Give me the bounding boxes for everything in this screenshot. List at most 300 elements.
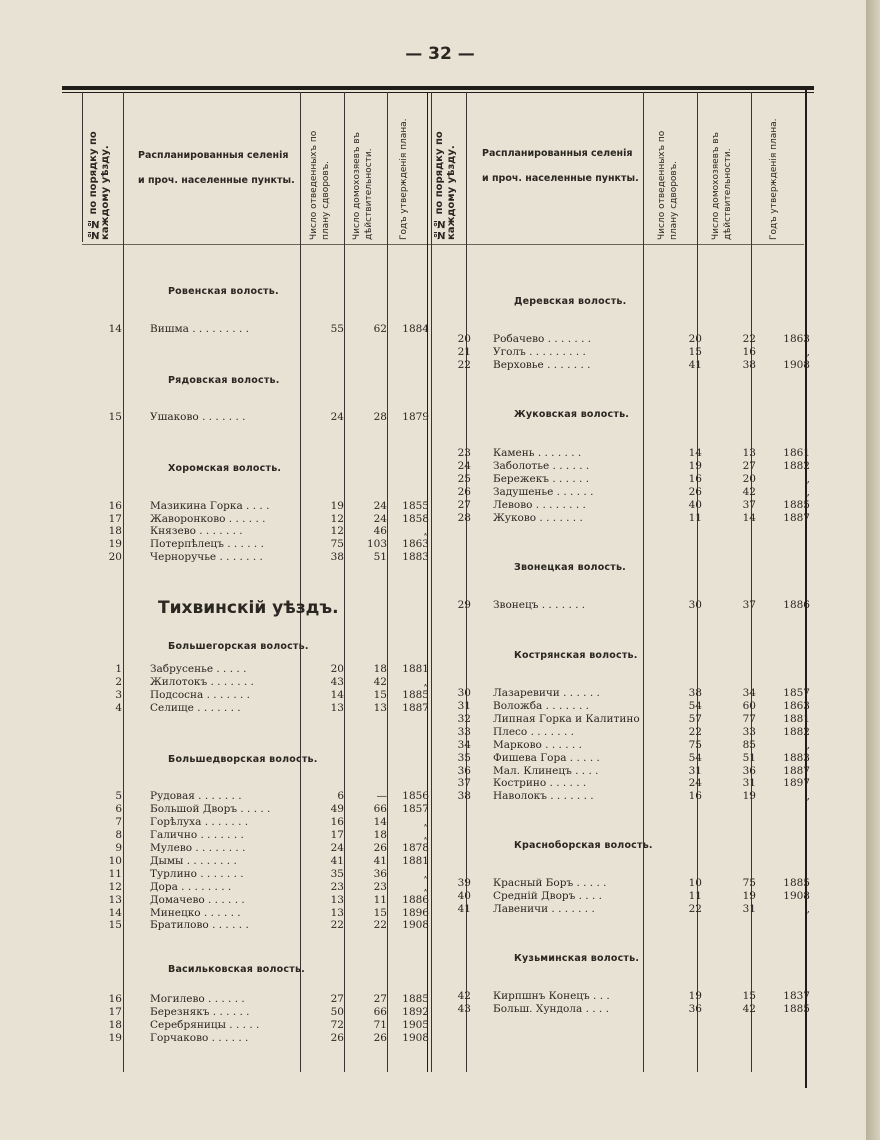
table-row [0, 1019, 880, 1032]
settlement-name: Дымы . . . . . . . . [150, 855, 237, 867]
row-number: 2 [115, 676, 122, 688]
table-row [0, 525, 880, 538]
plan-year: 1885 [402, 993, 429, 1005]
plan-year: „ [423, 868, 429, 880]
households-count: 31 [742, 777, 756, 789]
top-rule-thin [62, 92, 814, 93]
volost-heading: Большегорская волость. [168, 641, 309, 652]
row-number: 27 [457, 499, 471, 511]
plots-count: 24 [330, 411, 344, 423]
households-count: 19 [742, 890, 756, 902]
households-count: 66 [373, 1006, 387, 1018]
settlement-name: Лазаревичи . . . . . . [493, 687, 600, 699]
households-count: 13 [742, 447, 756, 459]
plan-year: „ [804, 903, 810, 915]
settlement-name: Заболотье . . . . . . [493, 460, 590, 472]
row-number: 10 [108, 855, 122, 867]
settlement-name: Больш. Хундола . . . . [493, 1003, 609, 1015]
households-count: 66 [373, 803, 387, 815]
row-number: 28 [457, 512, 471, 524]
uezd-title: Тихвинскій уѣздъ. [158, 598, 339, 618]
row-number: 9 [115, 842, 122, 854]
households-count: 42 [742, 1003, 756, 1015]
row-number: 25 [457, 473, 471, 485]
settlement-name: Мазикина Горка . . . . [150, 500, 270, 512]
row-number: 8 [115, 829, 122, 841]
row-number: 3 [115, 689, 122, 701]
settlement-name: Большой Дворъ . . . . . [150, 803, 271, 815]
plots-count: 16 [330, 816, 344, 828]
table-row [0, 1032, 880, 1045]
page-number: — 32 — [405, 44, 475, 64]
plots-count: 6 [337, 790, 344, 802]
settlement-name: Черноручье . . . . . . . [150, 551, 263, 563]
row-number: 19 [108, 1032, 122, 1044]
plots-count: 54 [688, 752, 702, 764]
volost-heading: Деревская волость. [514, 296, 627, 307]
plan-year: 1879 [402, 411, 429, 423]
table-row [0, 687, 880, 700]
row-number: 13 [108, 894, 122, 906]
table-row [0, 460, 880, 473]
row-number: 16 [108, 993, 122, 1005]
row-number: 17 [108, 513, 122, 525]
table-row [0, 816, 880, 829]
plots-count: 31 [688, 765, 702, 777]
households-count: 22 [742, 333, 756, 345]
households-count: 26 [373, 1032, 387, 1044]
households-count: 51 [742, 752, 756, 764]
households-count: 11 [373, 894, 387, 906]
row-number: 31 [457, 700, 471, 712]
settlement-name: Князево . . . . . . . [150, 525, 243, 537]
plan-year: 1878 [402, 842, 429, 854]
plots-count: 22 [330, 919, 344, 931]
plots-count: 19 [330, 500, 344, 512]
plan-year: 1885 [402, 689, 429, 701]
settlement-name: Селище . . . . . . . [150, 702, 241, 714]
volost-heading: Рядовская волость. [168, 375, 280, 386]
households-count: 26 [373, 842, 387, 854]
plan-year: 1885 [783, 877, 810, 889]
settlement-name: Вишма . . . . . . . . . [150, 323, 249, 335]
plots-count: 75 [330, 538, 344, 550]
households-count: 15 [742, 990, 756, 1002]
table-row [0, 411, 880, 424]
table-row [0, 599, 880, 612]
settlement-name: Кирпшнъ Конецъ . . . [493, 990, 610, 1002]
plan-year: 1883 [783, 752, 810, 764]
table-row [0, 890, 880, 903]
header-year: Годъ утвержденія плана. [769, 118, 779, 240]
households-count: 16 [742, 346, 756, 358]
header-households: Число домохозяевъ въ дѣйствительности. [352, 132, 374, 240]
row-number: 36 [457, 765, 471, 777]
left-frame [82, 92, 83, 242]
plots-count: 41 [330, 855, 344, 867]
plots-count: 20 [688, 333, 702, 345]
households-count: 18 [373, 829, 387, 841]
table-row [0, 829, 880, 842]
households-count: 37 [742, 599, 756, 611]
table-row [0, 486, 880, 499]
households-count: 14 [742, 512, 756, 524]
plots-count: 26 [688, 486, 702, 498]
plots-count: 55 [330, 323, 344, 335]
settlement-name: Верховье . . . . . . . [493, 359, 591, 371]
households-count: 41 [373, 855, 387, 867]
plan-year: „ [804, 346, 810, 358]
settlement-name: Средній Дворъ . . . . [493, 890, 602, 902]
row-number: 30 [457, 687, 471, 699]
plan-year: 1886 [783, 599, 810, 611]
households-count: 28 [373, 411, 387, 423]
table-row [0, 752, 880, 765]
plan-year: 1883 [402, 551, 429, 563]
row-number: 39 [457, 877, 471, 889]
row-number: 15 [108, 411, 122, 423]
households-count: 36 [742, 765, 756, 777]
plots-count: 12 [330, 513, 344, 525]
plan-year: 1908 [402, 919, 429, 931]
table-row [0, 473, 880, 486]
households-count: 62 [373, 323, 387, 335]
plots-count: 20 [330, 663, 344, 675]
volost-heading: Ровенская волость. [168, 286, 279, 297]
households-count: 22 [373, 919, 387, 931]
plan-year: „ [804, 790, 810, 802]
plan-year: 1887 [783, 765, 810, 777]
households-count: 71 [373, 1019, 387, 1031]
plan-year: „ [804, 739, 810, 751]
row-number: 20 [457, 333, 471, 345]
settlement-name: Горѣлуха . . . . . . . [150, 816, 249, 828]
table-row [0, 842, 880, 855]
row-number: 17 [108, 1006, 122, 1018]
row-number: 1 [115, 663, 122, 675]
plan-year: 1856 [402, 790, 429, 802]
households-count: 42 [373, 676, 387, 688]
plots-count: 24 [688, 777, 702, 789]
plots-count: 19 [688, 990, 702, 1002]
plan-year: „ [423, 829, 429, 841]
row-number: 38 [457, 790, 471, 802]
households-count: 27 [373, 993, 387, 1005]
settlement-name: Галично . . . . . . . [150, 829, 244, 841]
plan-year: 1908 [783, 359, 810, 371]
plots-count: 16 [688, 790, 702, 802]
right-frame [805, 88, 807, 1088]
row-number: 18 [108, 525, 122, 537]
plots-count: 23 [330, 881, 344, 893]
settlement-name: Задушенье . . . . . . [493, 486, 594, 498]
table-row [0, 726, 880, 739]
plan-year: 1908 [783, 890, 810, 902]
plots-count: 22 [688, 903, 702, 915]
table-row [0, 1003, 880, 1016]
table-row [0, 499, 880, 512]
households-count: 13 [373, 702, 387, 714]
households-count: 34 [742, 687, 756, 699]
plots-count: 50 [330, 1006, 344, 1018]
settlement-name: Домачево . . . . . . [150, 894, 245, 906]
plots-count: 57 [688, 713, 702, 725]
plots-count: 35 [330, 868, 344, 880]
row-number: 7 [115, 816, 122, 828]
households-count: 38 [742, 359, 756, 371]
settlement-name: Турлино . . . . . . . [150, 868, 244, 880]
settlement-name: Воложба . . . . . . . [493, 700, 589, 712]
row-number: 5 [115, 790, 122, 802]
volost-heading: Жуковская волость. [514, 409, 630, 420]
settlement-name: Уголъ . . . . . . . . . [493, 346, 586, 358]
table-row [0, 803, 880, 816]
households-count: 103 [366, 538, 387, 550]
plots-count: 16 [688, 473, 702, 485]
plan-year: „ [804, 486, 810, 498]
settlement-name: Робачево . . . . . . . [493, 333, 592, 345]
row-number: 15 [108, 919, 122, 931]
households-count: 31 [742, 903, 756, 915]
table-row [0, 551, 880, 564]
plots-count: 14 [688, 447, 702, 459]
table-row [0, 512, 880, 525]
header-plots: Число отведенныхъ по плану сдворовъ. [657, 130, 679, 240]
plots-count: 41 [688, 359, 702, 371]
plan-year: „ [423, 676, 429, 688]
plan-year: 1887 [783, 512, 810, 524]
settlement-name: Подсосна . . . . . . . [150, 689, 251, 701]
table-row [0, 903, 880, 916]
plots-count: 12 [330, 525, 344, 537]
plan-year: 1885 [783, 499, 810, 511]
households-count: 27 [742, 460, 756, 472]
settlement-name: Звонецъ . . . . . . . [493, 599, 586, 611]
volost-heading: Хоромская волость. [168, 463, 282, 474]
row-number: 35 [457, 752, 471, 764]
row-number: 24 [457, 460, 471, 472]
plan-year: 1892 [402, 1006, 429, 1018]
plan-year: 1881 [783, 713, 810, 725]
plan-year: „ [423, 525, 429, 537]
row-number: 41 [457, 903, 471, 915]
households-count: 42 [742, 486, 756, 498]
row-number: 34 [457, 739, 471, 751]
header-rule [82, 244, 804, 245]
row-number: 18 [108, 1019, 122, 1031]
plan-year: 1884 [402, 323, 429, 335]
settlement-name: Ушаково . . . . . . . [150, 411, 246, 423]
table-row [0, 919, 880, 932]
settlement-name: Потерпѣлецъ . . . . . . [150, 538, 264, 550]
plots-count: 38 [330, 551, 344, 563]
settlement-name: Камень . . . . . . . [493, 447, 582, 459]
settlement-name: Левово . . . . . . . . [493, 499, 586, 511]
households-count: 20 [742, 473, 756, 485]
table-row [0, 739, 880, 752]
plots-count: 17 [330, 829, 344, 841]
settlement-name: Минецко . . . . . . [150, 907, 241, 919]
plots-count: 15 [688, 346, 702, 358]
plan-year: „ [423, 816, 429, 828]
plots-count: 14 [330, 689, 344, 701]
plan-year: 1908 [402, 1032, 429, 1044]
settlement-name: Бережекъ . . . . . . [493, 473, 590, 485]
plan-year: 1837 [783, 990, 810, 1002]
households-count: 75 [742, 877, 756, 889]
plots-count: 49 [330, 803, 344, 815]
row-number: 16 [108, 500, 122, 512]
plots-count: 13 [330, 702, 344, 714]
plots-count: 13 [330, 894, 344, 906]
plan-year: 1881 [402, 855, 429, 867]
row-number: 4 [115, 702, 122, 714]
households-count: 15 [373, 689, 387, 701]
settlement-name: Красный Боръ . . . . . [493, 877, 607, 889]
plan-year: 1857 [402, 803, 429, 815]
row-number: 20 [108, 551, 122, 563]
table-row [0, 359, 880, 372]
header-households: Число домохозяевъ въ дѣйствительности. [711, 132, 733, 240]
row-number: 21 [457, 346, 471, 358]
table-row [0, 447, 880, 460]
households-count: 77 [742, 713, 756, 725]
header-name-line1: Распланированныя селенія [138, 150, 289, 161]
plots-count: 13 [330, 907, 344, 919]
settlement-name: Мал. Клинецъ . . . . [493, 765, 599, 777]
households-count: 36 [373, 868, 387, 880]
households-count: 14 [373, 816, 387, 828]
households-count: 24 [373, 500, 387, 512]
households-count: 85 [742, 739, 756, 751]
plots-count: 11 [688, 512, 702, 524]
header-num: №№ по порядку по каждому уѣзду. [88, 131, 111, 240]
settlement-name: Кострино . . . . . . [493, 777, 587, 789]
settlement-name: Марково . . . . . . [493, 739, 582, 751]
plots-count: 26 [330, 1032, 344, 1044]
plan-year: 1896 [402, 907, 429, 919]
households-count: 15 [373, 907, 387, 919]
volost-heading: Васильковская волость. [168, 964, 305, 975]
plan-year: 1885 [783, 1003, 810, 1015]
row-number: 14 [108, 323, 122, 335]
households-count: 46 [373, 525, 387, 537]
settlement-name: Братилово . . . . . . [150, 919, 249, 931]
table-row [0, 333, 880, 346]
settlement-name: Плесо . . . . . . . [493, 726, 574, 738]
plan-year: 1882 [783, 726, 810, 738]
settlement-name: Березнякъ . . . . . . [150, 1006, 250, 1018]
plan-year: 1863 [783, 700, 810, 712]
header-name-line2: и проч. населенные пункты. [138, 175, 295, 186]
table-row [0, 700, 880, 713]
table-row [0, 777, 880, 790]
row-number: 23 [457, 447, 471, 459]
header-year: Годъ утвержденія плана. [399, 118, 409, 240]
table-row [0, 538, 880, 551]
volost-heading: Кузьминская волость. [514, 953, 640, 964]
plots-count: 24 [330, 842, 344, 854]
settlement-name: Горчаково . . . . . . [150, 1032, 249, 1044]
households-count: 24 [373, 513, 387, 525]
plots-count: 30 [688, 599, 702, 611]
plots-count: 10 [688, 877, 702, 889]
table-row [0, 713, 880, 726]
plan-year: 1882 [783, 460, 810, 472]
plots-count: 72 [330, 1019, 344, 1031]
row-number: 14 [108, 907, 122, 919]
households-count: 18 [373, 663, 387, 675]
plan-year: 1858 [402, 513, 429, 525]
plots-count: 75 [688, 739, 702, 751]
plan-year: 1855 [402, 500, 429, 512]
table-row [0, 346, 880, 359]
households-count: 19 [742, 790, 756, 802]
plots-count: 19 [688, 460, 702, 472]
plan-year: 1905 [402, 1019, 429, 1031]
header-num: №№ по порядку по каждому уѣзду. [434, 131, 457, 240]
volost-heading: Звонецкая волость. [514, 562, 626, 573]
plots-count: 54 [688, 700, 702, 712]
plan-year: 1887 [402, 702, 429, 714]
settlement-name: Серебряницы . . . . . [150, 1019, 260, 1031]
plots-count: 27 [330, 993, 344, 1005]
households-count: 23 [373, 881, 387, 893]
row-number: 12 [108, 881, 122, 893]
table-row [0, 663, 880, 676]
plots-count: 11 [688, 890, 702, 902]
row-number: 19 [108, 538, 122, 550]
plan-year: 1863 [402, 538, 429, 550]
plots-count: 38 [688, 687, 702, 699]
plan-year: 1897 [783, 777, 810, 789]
households-count: 37 [742, 499, 756, 511]
plots-count: 22 [688, 726, 702, 738]
row-number: 26 [457, 486, 471, 498]
table-row [0, 877, 880, 890]
settlement-name: Жаворонково . . . . . . [150, 513, 266, 525]
plan-year: 1886 [402, 894, 429, 906]
settlement-name: Жуково . . . . . . . [493, 512, 583, 524]
plan-year: 1881 [402, 663, 429, 675]
header-name-line2: и проч. населенные пункты. [482, 173, 639, 184]
row-number: 33 [457, 726, 471, 738]
volost-heading: Красноборская волость. [514, 840, 653, 851]
settlement-name: Могилево . . . . . . [150, 993, 245, 1005]
settlement-name: Дора . . . . . . . . [150, 881, 232, 893]
plan-year: 1857 [783, 687, 810, 699]
settlement-name: Наволокъ . . . . . . . [493, 790, 594, 802]
settlement-name: Лавеничи . . . . . . . [493, 903, 595, 915]
header-name-line1: Распланированныя селенія [482, 148, 633, 159]
plots-count: 43 [330, 676, 344, 688]
plan-year: 1863 [783, 333, 810, 345]
row-number: 42 [457, 990, 471, 1002]
households-count: 33 [742, 726, 756, 738]
row-number: 29 [457, 599, 471, 611]
households-count: — [376, 790, 387, 802]
table-row [0, 990, 880, 1003]
households-count: 51 [373, 551, 387, 563]
plan-year: „ [804, 473, 810, 485]
volost-heading: Кострянская волость. [514, 650, 638, 661]
row-number: 22 [457, 359, 471, 371]
top-rule [62, 86, 814, 90]
table-row [0, 790, 880, 803]
page-edge [866, 0, 880, 1140]
header-plots: Число отведенныхъ по плану сдворовъ. [309, 130, 331, 240]
settlement-name: Рудовая . . . . . . . [150, 790, 242, 802]
